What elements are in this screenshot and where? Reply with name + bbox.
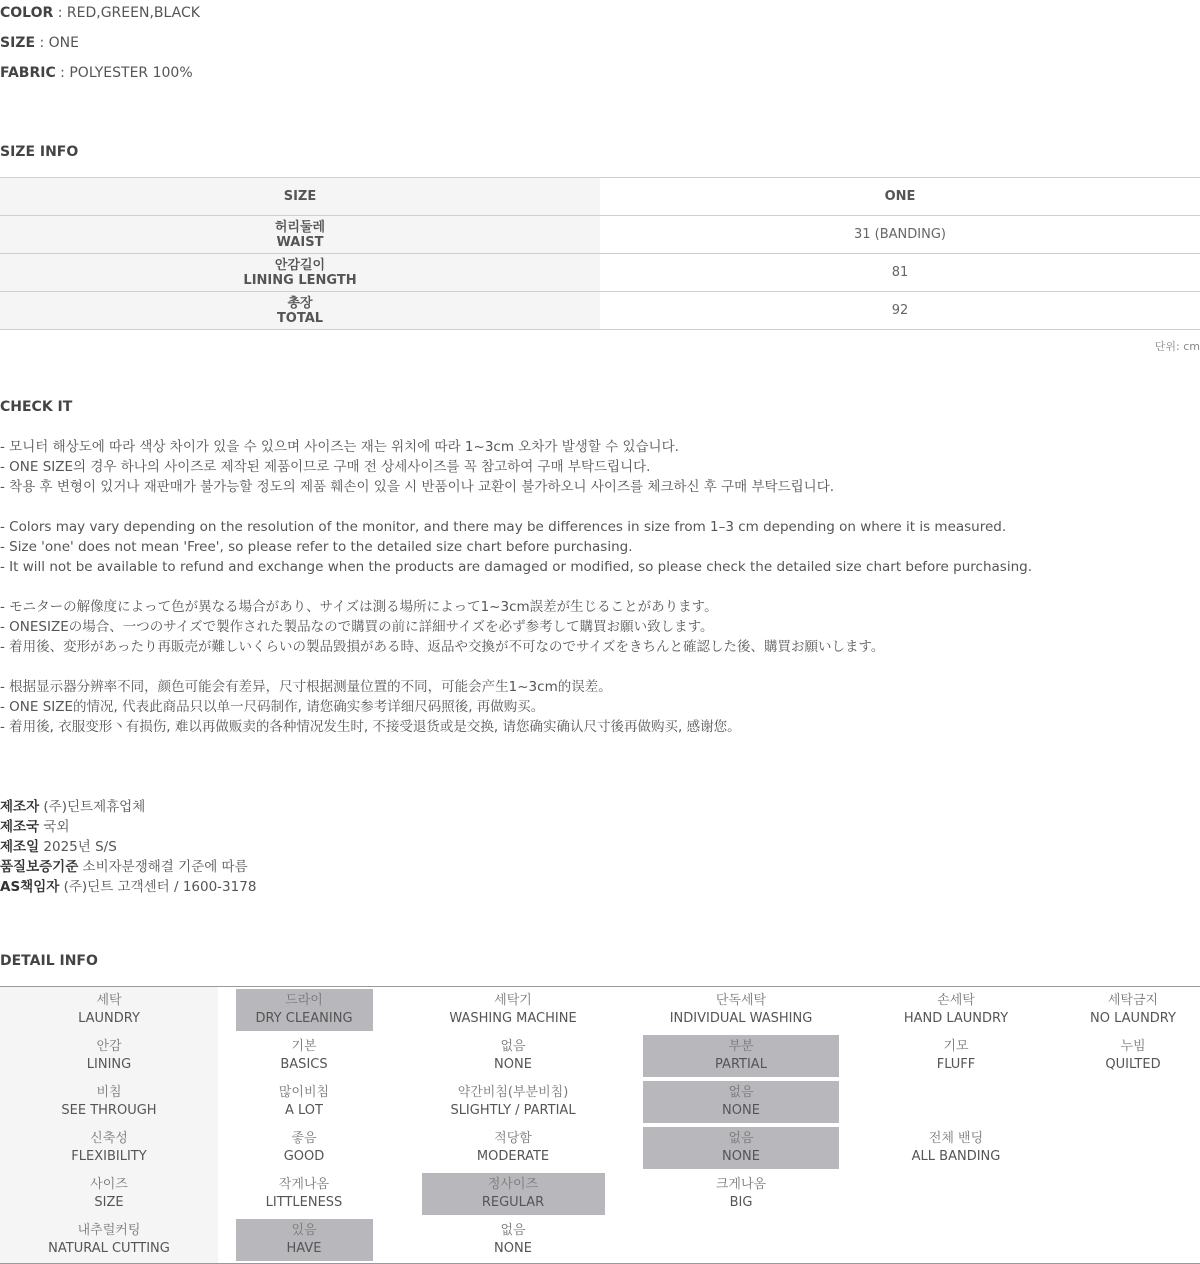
detail-option-cell — [636, 1171, 846, 1217]
detail-row — [0, 987, 1200, 1034]
detail-option — [422, 1219, 605, 1261]
option-en: HAVE — [286, 1241, 322, 1256]
option-en: NONE — [722, 1149, 760, 1164]
mfr-line — [0, 837, 256, 857]
detail-option — [236, 1035, 373, 1077]
size-row-en: TOTAL — [276, 310, 324, 326]
option-en: NONE — [722, 1103, 760, 1118]
option-ko: 정사이즈 — [487, 1177, 539, 1192]
option-en: SLIGHTLY / PARTIAL — [450, 1103, 576, 1118]
option-ko: 없음 — [500, 1039, 526, 1054]
option-en: HAND LAUNDRY — [903, 1011, 1009, 1026]
mfr-value: 국외 — [39, 819, 70, 835]
detail-option-cell — [218, 1079, 390, 1125]
detail-option — [866, 1127, 1046, 1169]
notice-english — [0, 517, 1032, 577]
size-header-value: ONE — [600, 178, 1200, 216]
option-en: QUILTED — [1105, 1057, 1161, 1072]
mfr-value: 2025년 S/S — [39, 839, 117, 855]
notice-line: - Colors may vary depending on the resolution of the monitor, and there may be differences in size from 1–3 cm depending on where it is measured. — [0, 519, 1007, 535]
spec-color — [0, 4, 200, 22]
detail-option-selected — [643, 1035, 839, 1077]
detail-option-cell — [218, 1217, 390, 1264]
spec-fabric — [0, 64, 193, 82]
option-ko: 세탁기 — [494, 993, 532, 1008]
size-row — [0, 292, 1200, 330]
option-ko: 기모 — [943, 1039, 969, 1054]
option-ko: 누빔 — [1120, 1039, 1146, 1054]
size-row-en: WAIST — [276, 234, 324, 250]
detail-option-cell — [846, 987, 1066, 1034]
category-ko: 사이즈 — [90, 1177, 128, 1192]
detail-option — [643, 989, 839, 1031]
category-ko: 비침 — [96, 1085, 122, 1100]
category-en: LAUNDRY — [78, 1011, 140, 1026]
check-it-title: CHECK IT — [0, 399, 73, 415]
detail-category — [0, 1079, 218, 1125]
option-en: DRY CLEANING — [255, 1011, 353, 1026]
detail-category — [0, 1171, 218, 1217]
detail-option-cell — [390, 1171, 636, 1217]
detail-row — [0, 1079, 1200, 1125]
detail-option — [643, 1173, 839, 1215]
option-en: ALL BANDING — [911, 1149, 1001, 1164]
option-en: REGULAR — [481, 1195, 545, 1210]
option-en: GOOD — [283, 1149, 325, 1164]
detail-category — [0, 1125, 218, 1171]
detail-option-cell — [846, 1125, 1066, 1171]
detail-option — [236, 1173, 373, 1215]
detail-option-cell — [390, 1217, 636, 1264]
detail-option-cell — [846, 1033, 1066, 1079]
mfr-label: 품질보증기준 — [0, 859, 79, 875]
detail-option-cell — [636, 1125, 846, 1171]
detail-option-cell — [1066, 1171, 1200, 1217]
detail-option-cell — [218, 1171, 390, 1217]
option-en: PARTIAL — [715, 1057, 767, 1072]
detail-option-selected — [236, 989, 373, 1031]
detail-category — [0, 1033, 218, 1079]
size-row-label — [0, 216, 600, 254]
detail-row — [0, 1033, 1200, 1079]
size-header-label: SIZE — [0, 178, 600, 216]
detail-option — [422, 1127, 605, 1169]
mfr-value: (주)딘트 고객센터 / 1600-3178 — [59, 879, 257, 895]
detail-option-cell — [1066, 987, 1200, 1034]
detail-table — [0, 986, 1200, 1264]
detail-option-cell — [636, 1033, 846, 1079]
option-ko: 드라이 — [285, 993, 323, 1008]
detail-option-cell — [636, 987, 846, 1034]
detail-option-cell — [846, 1171, 1066, 1217]
detail-option-cell — [636, 1079, 846, 1125]
category-ko: 신축성 — [90, 1131, 128, 1146]
size-row-label — [0, 292, 600, 330]
category-ko: 내추럴커팅 — [77, 1223, 141, 1238]
detail-option-cell — [636, 1217, 846, 1264]
category-en: NATURAL CUTTING — [48, 1241, 170, 1256]
option-en: BIG — [729, 1195, 753, 1210]
option-ko: 없음 — [500, 1223, 526, 1238]
size-row-value: 31 (BANDING) — [600, 216, 1200, 254]
notice-line: - It will not be available to refund and exchange when the products are damaged or modified, so please check the detailed size chart before purchasing. — [0, 559, 1032, 575]
option-en: FLUFF — [936, 1057, 976, 1072]
detail-option-selected — [643, 1081, 839, 1123]
size-table — [0, 177, 1200, 330]
option-ko: 단독세탁 — [715, 993, 767, 1008]
category-en: SEE THROUGH — [61, 1103, 157, 1118]
option-en: WASHING MACHINE — [449, 1011, 577, 1026]
notice-line: - 모니터 해상도에 따라 색상 차이가 있을 수 있으며 사이즈는 재는 위치에 따라 1~3cm 오차가 발생할 수 있습니다. — [0, 439, 679, 455]
detail-option-cell — [390, 987, 636, 1034]
detail-option — [422, 989, 605, 1031]
size-row-ko: 안감길이 — [274, 257, 326, 273]
notice-japanese — [0, 597, 884, 657]
notice-line: - ONESIZEの場合、一つのサイズで製作された製品なので購買の前に詳細サイズを必ず参考して購買お願い致します。 — [0, 619, 714, 635]
size-row-value: 92 — [600, 292, 1200, 330]
size-info-title: SIZE INFO — [0, 144, 79, 160]
option-ko: 부분 — [728, 1039, 754, 1054]
notice-line: - ONE SIZE의 경우 하나의 사이즈로 제작된 제품이므로 구매 전 상세사이즈를 꼭 참고하여 구매 부탁드립니다. — [0, 459, 651, 475]
spec-label: SIZE — [0, 35, 36, 51]
notice-line: - ONE SIZE的情况, 代表此商品只以单一尺码制作, 请您确实参考详细尺码照後, 再做购买。 — [0, 699, 545, 715]
detail-option-cell — [218, 1125, 390, 1171]
detail-option — [422, 1035, 605, 1077]
mfr-value: (주)딘트제휴업체 — [39, 799, 146, 815]
mfr-line — [0, 817, 256, 837]
detail-option — [1083, 989, 1183, 1031]
detail-option-cell — [846, 1079, 1066, 1125]
option-ko: 없음 — [728, 1085, 754, 1100]
size-row-en: LINING LENGTH — [243, 272, 357, 288]
option-ko: 좋음 — [291, 1131, 317, 1146]
notice-line: - 着用後、変形があったり再販売が難しいくらいの製品毀損がある時、返品や交換が不可なのでサイズをきちんと確認した後、購買お願いします。 — [0, 639, 885, 655]
option-en: A LOT — [285, 1103, 323, 1118]
spec-label: FABRIC — [0, 65, 56, 81]
option-ko: 많이비침 — [278, 1085, 330, 1100]
notice-chinese — [0, 677, 741, 737]
option-ko: 없음 — [728, 1131, 754, 1146]
detail-option — [236, 1127, 373, 1169]
option-ko: 세탁금지 — [1107, 993, 1159, 1008]
detail-option — [236, 1081, 373, 1123]
option-en: NO LAUNDRY — [1090, 1011, 1176, 1026]
option-en: INDIVIDUAL WASHING — [669, 1011, 813, 1026]
size-row-label — [0, 254, 600, 292]
detail-option-cell — [1066, 1217, 1200, 1264]
notice-line: - 착용 후 변형이 있거나 재판매가 불가능할 정도의 제품 훼손이 있을 시 반품이나 교환이 불가하오니 사이즈를 체크하신 후 구매 부탁드립니다. — [0, 479, 835, 495]
detail-option — [866, 989, 1046, 1031]
option-ko: 약간비침(부분비침) — [457, 1085, 569, 1100]
spec-label: COLOR — [0, 5, 54, 21]
size-row — [0, 254, 1200, 292]
option-en: NONE — [494, 1241, 532, 1256]
option-ko: 손세탁 — [937, 993, 975, 1008]
option-en: LITTLENESS — [265, 1195, 343, 1210]
detail-option-cell — [1066, 1079, 1200, 1125]
mfr-label: 제조일 — [0, 839, 40, 855]
detail-option-cell — [1066, 1033, 1200, 1079]
option-ko: 적당함 — [494, 1131, 532, 1146]
spec-size — [0, 34, 79, 52]
notice-korean — [0, 437, 834, 497]
detail-option-selected — [236, 1219, 373, 1261]
manufacturer-info — [0, 797, 256, 897]
mfr-line — [0, 797, 256, 817]
detail-option-cell — [390, 1033, 636, 1079]
detail-option-cell — [1066, 1125, 1200, 1171]
notice-line: - 着用後, 衣服变形丶有损伤, 难以再做贩卖的各种情况发生时, 不接受退货或是交换, 请您确实确认尺寸後再做购买, 感谢您。 — [0, 719, 741, 735]
option-ko: 기본 — [291, 1039, 317, 1054]
size-row — [0, 216, 1200, 254]
size-row-ko: 허리둘레 — [274, 219, 326, 235]
detail-option-cell — [218, 987, 390, 1034]
detail-option — [866, 1035, 1046, 1077]
option-ko: 작게나옴 — [278, 1177, 330, 1192]
spec-value: : POLYESTER 100% — [55, 65, 193, 81]
detail-option — [1083, 1035, 1183, 1077]
detail-option-cell — [390, 1125, 636, 1171]
option-ko: 전체 밴딩 — [928, 1131, 984, 1146]
size-table-header — [0, 178, 1200, 216]
option-en: BASICS — [280, 1057, 328, 1072]
detail-option-cell — [218, 1033, 390, 1079]
mfr-line — [0, 877, 256, 897]
detail-option — [422, 1081, 605, 1123]
detail-option-selected — [422, 1173, 605, 1215]
detail-category — [0, 987, 218, 1034]
size-row-ko: 총장 — [287, 295, 313, 311]
mfr-label: AS책임자 — [0, 879, 60, 895]
size-unit-note: 단위: cm — [1154, 340, 1200, 353]
mfr-value: 소비자분쟁해결 기준에 따름 — [78, 859, 248, 875]
spec-value: : RED,GREEN,BLACK — [53, 5, 200, 21]
mfr-line — [0, 857, 256, 877]
option-ko: 있음 — [291, 1223, 317, 1238]
category-ko: 안감 — [96, 1039, 122, 1054]
spec-value: : ONE — [35, 35, 79, 51]
detail-category — [0, 1217, 218, 1264]
size-row-value: 81 — [600, 254, 1200, 292]
detail-option-selected — [643, 1127, 839, 1169]
notice-line: - Size 'one' does not mean 'Free', so please refer to the detailed size chart before purchasing. — [0, 539, 633, 555]
notice-line: - 根据显示器分辨率不同，颜色可能会有差异，尺寸根据测量位置的不同，可能会产生1~3cm的误差。 — [0, 679, 612, 695]
detail-row — [0, 1217, 1200, 1264]
detail-info-title: DETAIL INFO — [0, 953, 98, 969]
detail-option-cell — [846, 1217, 1066, 1264]
category-en: SIZE — [94, 1195, 124, 1210]
detail-row — [0, 1125, 1200, 1171]
mfr-label: 제조자 — [0, 799, 40, 815]
category-en: FLEXIBILITY — [71, 1149, 147, 1164]
option-en: MODERATE — [476, 1149, 550, 1164]
detail-row — [0, 1171, 1200, 1217]
mfr-label: 제조국 — [0, 819, 40, 835]
notice-line: - モニターの解像度によって色が異なる場合があり、サイズは測る場所によって1~3cm誤差が生じることがあります。 — [0, 599, 718, 615]
detail-option-cell — [390, 1079, 636, 1125]
category-en: LINING — [86, 1057, 132, 1072]
category-ko: 세탁 — [96, 993, 122, 1008]
option-ko: 크게나옴 — [715, 1177, 767, 1192]
option-en: NONE — [494, 1057, 532, 1072]
